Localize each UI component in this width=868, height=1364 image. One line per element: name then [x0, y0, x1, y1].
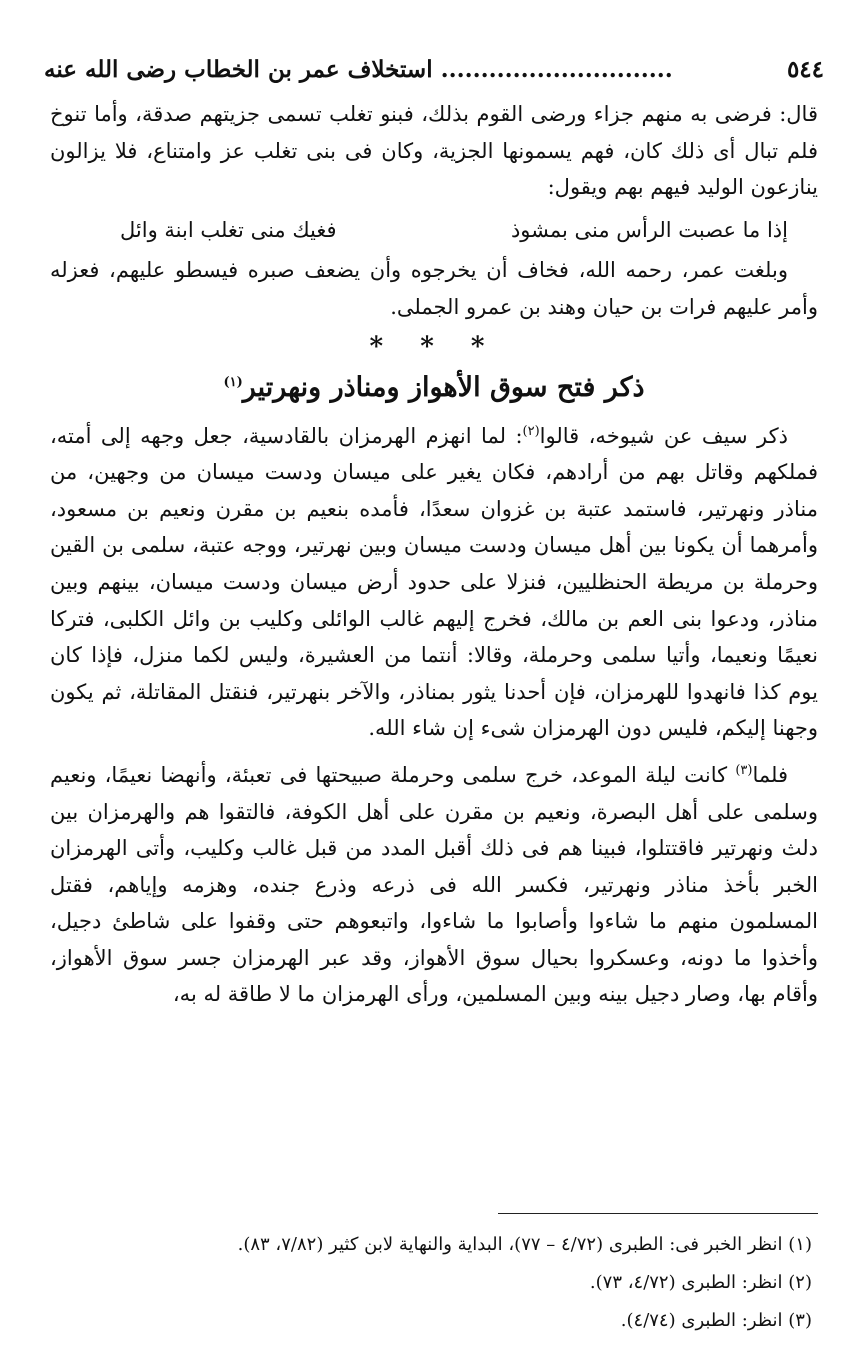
running-head — [44, 50, 824, 90]
section-heading — [50, 368, 818, 408]
paragraph-3-start: فلما — [752, 762, 788, 787]
footnote-ref-2: (٢) — [522, 423, 540, 439]
running-title: ............................. استخلاف عمر بن الخطاب رضى الله عنه — [44, 56, 673, 83]
footnote-2: (٢) انظر: الطبرى (٤/٧٢، ٧٣). — [589, 1272, 812, 1293]
paragraph-2-start: ذكر سيف عن شيوخه، قالوا — [539, 423, 788, 448]
paragraph-after-verse: وبلغت عمر، رحمه الله، فخاف أن يخرجوه وأن يضعف صبره فيسطو عليهم، فعزله وأمر عليهم فرات بن حيان وهند بن عمرو الجملى. — [50, 258, 818, 319]
section-heading-text: ذكر فتح سوق الأهواز ومناذر ونهرتير — [242, 371, 645, 403]
footnote-ref-3: (٣) — [735, 762, 753, 778]
footnote-divider — [498, 1213, 818, 1214]
paragraph-opening: قال: فرضى به منهم جزاء ورضى القوم بذلك، فبنو تغلب تسمى جزيتهم صدقة، وأما تنوخ فلم تبال أى ذلك كان، فهم يسمونها الجزية، وكان فى بنى تغلب عز وامتناع، فلا يزالون ينازعون الوليد فيهم بهم ويقول: — [50, 102, 818, 200]
poetry-verse — [50, 212, 818, 249]
footnotes — [50, 1226, 812, 1340]
paragraph-2-body: : لما انهزم الهرمزان بالقادسية، جعل وجهه إلى أمته، فملكهم وقاتل بهم من أرادهم، فكان يغير على ميسان ودست ميسان من وجهين، من مناذر ونهرتير، فاستمد عتبة بن غزوان سعدًا، فأمده بنعيم بن مقرن ونعيم بن مسعود، وأمرهما أن يكونا بين أهل ميسان ودست ميسان وبين نهرتير، ووجه عتبة، سلمى بن القين وحرملة بن مريطة الحنظليين، فنزلا على حدود أرض ميسان ودست ميسان، بينهم وبين مناذر، ودعوا بنى العم بن مالك، فخرج إليهم غالب الوائلى وكليب بن وائل الكلبى، فتركا نعيمًا ونعيما، وأتيا سلمى وحرملة، وقالا: أنتما من العشيرة، وليس لكما منزل، فإذا كان يوم كذا فانهدوا للهرمزان، فإن أحدنا يثور بمناذر، والآخر بنهرتير، فنقتل المقاتلة، ثم يكون وجهنا إليكم، فليس دون الهرمزان شىء إن شاء الله. — [50, 423, 818, 741]
paragraph-3-body: كانت ليلة الموعد، خرج سلمى وحرملة صبيحتها فى تعبئة، وأنهضا نعيمًا، ونعيم وسلمى على أهل البصرة، ونعيم بن مقرن على أهل الكوفة، فالتقوا هم والهرمزان بين دلث ونهرتير فاقتتلوا، فبينا هم فى ذلك أقبل المدد من قبل غالب وكليب، وأتى الهرمزان الخبر بأخذ مناذر ونهرتير، فكسر الله فى ذرعه وذرع جنده، وهزمه وإياهم، فقتل المسلمون منهم ما شاءوا وأصابوا ما شاءوا، واتبعوهم حتى وقفوا على شاطئ دجيل، وأخذوا ما دونه، وعسكروا بحيال سوق الأهواز، وقد عبر الهرمزان جسر سوق الأهواز، وأقام بها، وصار دجيل بينه وبين المسلمين، ورأى الهرمزان ما لا طاقة له به، — [50, 762, 818, 1007]
paragraph-battle-narration — [50, 757, 818, 1013]
verse-second-hemistich: فغيك منى تغلب ابنة وائل — [120, 217, 337, 242]
section-separator: * * * — [369, 331, 499, 362]
footnote-ref-1: (١) — [223, 374, 243, 390]
page-number: ٥٤٤ — [786, 56, 824, 83]
footnote-3: (٣) انظر: الطبرى (٤/٧٤). — [620, 1310, 812, 1331]
verse-first-hemistich: إذا ما عصبت الرأس منى بمشوذ — [510, 217, 788, 242]
paragraph-sayf-narration — [50, 418, 818, 747]
footnote-1: (١) انظر الخبر فى: الطبرى (٤/٧٢ – ٧٧)، البداية والنهاية لابن كثير (٧/٨٢، ٨٣). — [237, 1234, 812, 1255]
